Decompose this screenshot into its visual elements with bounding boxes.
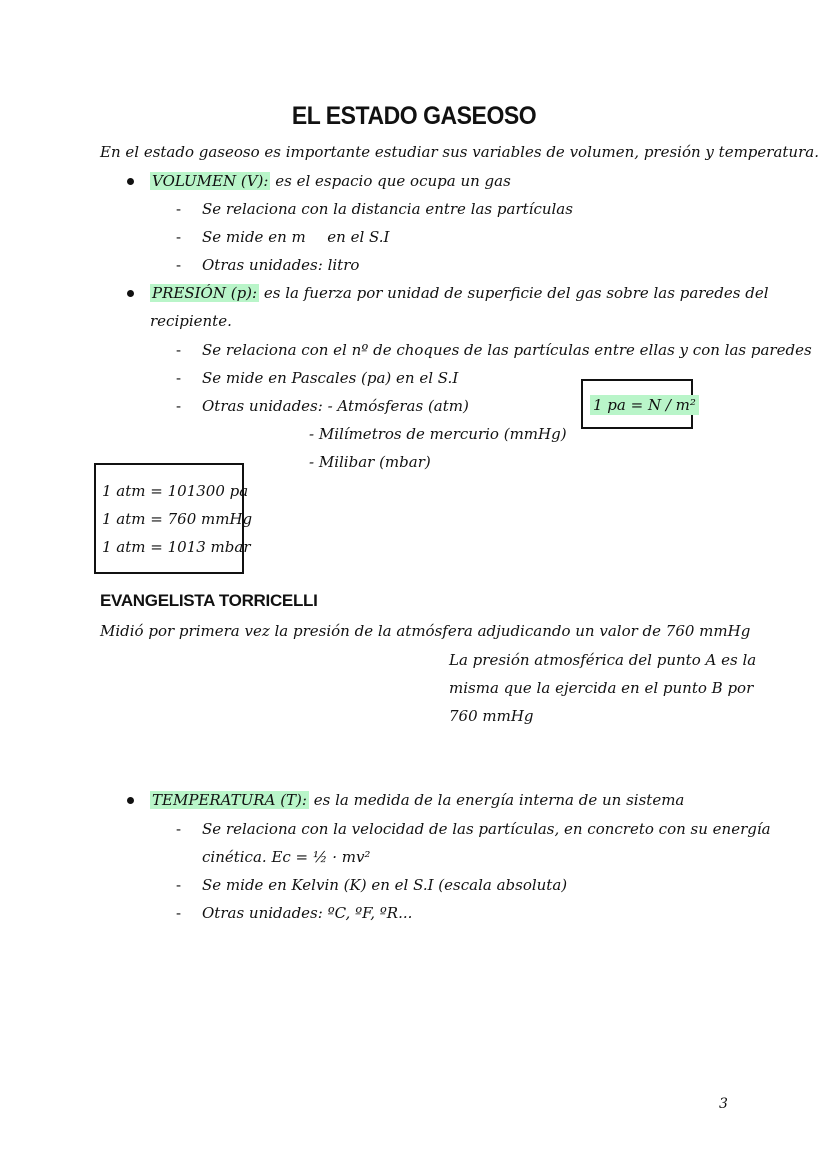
dash: - [176,876,182,894]
volumen-item-3: Otras unidades: litro [202,256,360,274]
presion-item-1: Se relaciona con el nº de choques de las partículas entre ellas y con las paredes [202,341,812,359]
pascal-formula: 1 pa = N / m² [590,395,699,415]
presion-definition: es la fuerza por unidad de superficie del gas sobre las paredes del [263,284,769,302]
dash: - [176,820,182,838]
dash: - [176,369,182,387]
torricelli-note-2: misma que la ejercida en el punto B por [449,679,754,697]
presion-term: PRESIÓN (p): [152,284,258,302]
volumen-line [150,171,511,191]
presion-definition-cont: recipiente. [150,312,232,330]
page-number: 3 [719,1096,728,1112]
volumen-definition: es el espacio que ocupa un gas [275,172,511,190]
torricelli-note-3: 760 mmHg [449,707,534,725]
temperatura-term: TEMPERATURA (T): [152,791,307,809]
torricelli-heading: EVANGELISTA TORRICELLI [100,591,318,610]
volumen-unit-text: Se mide en m [202,228,306,246]
presion-extra-unit-2: - Milibar (mbar) [309,453,431,471]
volumen-unit-tail: en el S.I [327,228,390,246]
presion-extra-unit-1: - Milímetros de mercurio (mmHg) [309,425,567,443]
pascal-box [581,379,696,429]
dash: - [176,397,182,415]
temperatura-item-2: Se mide en Kelvin (K) en el S.I (escala absoluta) [202,876,568,894]
temperatura-item-1: Se relaciona con la velocidad de las partículas, en concreto con su energía [202,820,771,838]
presion-item-3: Otras unidades: - Atmósferas (atm) [202,397,469,415]
dash: - [176,228,182,246]
volumen-item-2 [202,227,389,247]
presion-item-2: Se mide en Pascales (pa) en el S.I [202,369,459,387]
volumen-item-1: Se relaciona con la distancia entre las partículas [202,200,573,218]
intro-text: En el estado gaseoso es importante estudiar sus variables de volumen, presión y temperatura. [100,143,819,161]
bullet-temperatura [127,797,134,804]
torricelli-text: Midió por primera vez la presión de la atmósfera adjudicando un valor de 760 mmHg [100,622,751,640]
temperatura-item-3: Otras unidades: ºC, ºF, ºR... [202,904,413,922]
dash: - [176,256,182,274]
dash: - [176,904,182,922]
bullet-volumen [127,178,134,185]
conversion-2: 1 atm = 760 mmHg [102,510,253,528]
temperatura-definition: es la medida de la energía interna de un sistema [313,791,685,809]
conversion-1: 1 atm = 101300 pa [102,482,249,500]
conversion-box [94,463,253,574]
dash: - [176,341,182,359]
presion-line [150,283,769,303]
temperatura-item-1-cont: cinética. Ec = ½ · mv² [202,848,371,866]
bullet-presion [127,290,134,297]
temperatura-line [150,790,684,810]
volumen-term: VOLUMEN (V): [152,172,269,190]
page-title: EL ESTADO GASEOSO [291,102,537,130]
conversion-3: 1 atm = 1013 mbar [102,538,251,556]
dash: - [176,200,182,218]
torricelli-note-1: La presión atmosférica del punto A es la [449,651,757,669]
